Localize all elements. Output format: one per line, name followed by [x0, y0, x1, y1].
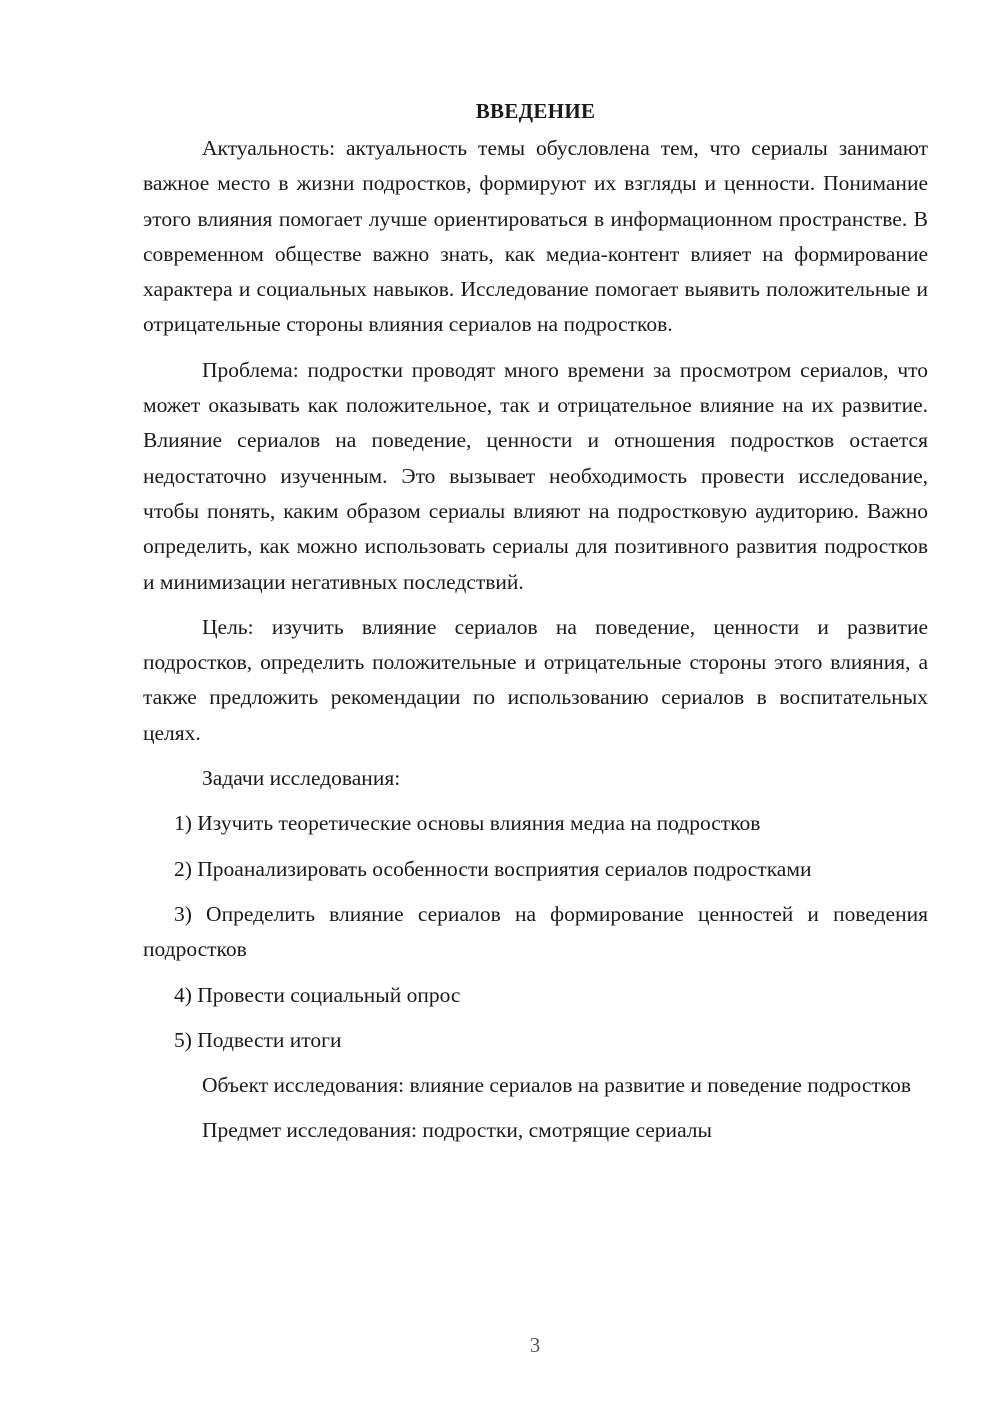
task-item-2: 2) Проанализировать особенности восприятия сериалов подростками: [174, 856, 812, 881]
task-item-1: 1) Изучить теоретические основы влияния медиа на подростков: [174, 811, 761, 836]
tasks-heading: Задачи исследования:: [202, 766, 401, 791]
goal-paragraph: Цель: изучить влияние сериалов на поведение, ценности и развитие подростков, определить положительные и отрицательные стороны этого влияния, а также предложить рекомендации по использованию сериалов в воспитательных целях.: [143, 614, 928, 745]
page-number: 3: [529, 1333, 541, 1357]
task-item-4: 4) Провести социальный опрос: [174, 982, 461, 1007]
task-item-3: 3) Определить влияние сериалов на формирование ценностей и поведения подростков: [143, 901, 928, 962]
object-paragraph: Объект исследования: влияние сериалов на развитие и поведение подростков: [202, 1073, 912, 1098]
subject-paragraph: Предмет исследования: подростки, смотрящие сериалы: [202, 1118, 712, 1143]
problem-paragraph: Проблема: подростки проводят много времени за просмотром сериалов, что может оказывать как положительное, так и отрицательное влияние на их развитие. Влияние сериалов на поведение, ценности и отношения подростков остается недостаточно изученным. Это вызывает необходимость провести исследование, чтобы понять, каким образом сериалы влияют на подростковую аудиторию. Важно определить, как можно использовать сериалы для позитивного развития подростков и минимизации негативных последствий.: [143, 357, 928, 594]
page-title: ВВЕДЕНИЕ: [475, 99, 596, 123]
task-item-5: 5) Подвести итоги: [174, 1027, 342, 1052]
document-page: [143, 96, 928, 1159]
relevance-paragraph: Актуальность: актуальность темы обусловлена тем, что сериалы занимают важное место в жизни подростков, формируют их взгляды и ценности. Понимание этого влияния помогает лучше ориентироваться в информационном пространстве. В современном обществе важно знать, как медиа-контент влияет на формирование характера и социальных навыков. Исследование помогает выявить положительные и отрицательные стороны влияния сериалов на подростков.: [143, 136, 928, 337]
